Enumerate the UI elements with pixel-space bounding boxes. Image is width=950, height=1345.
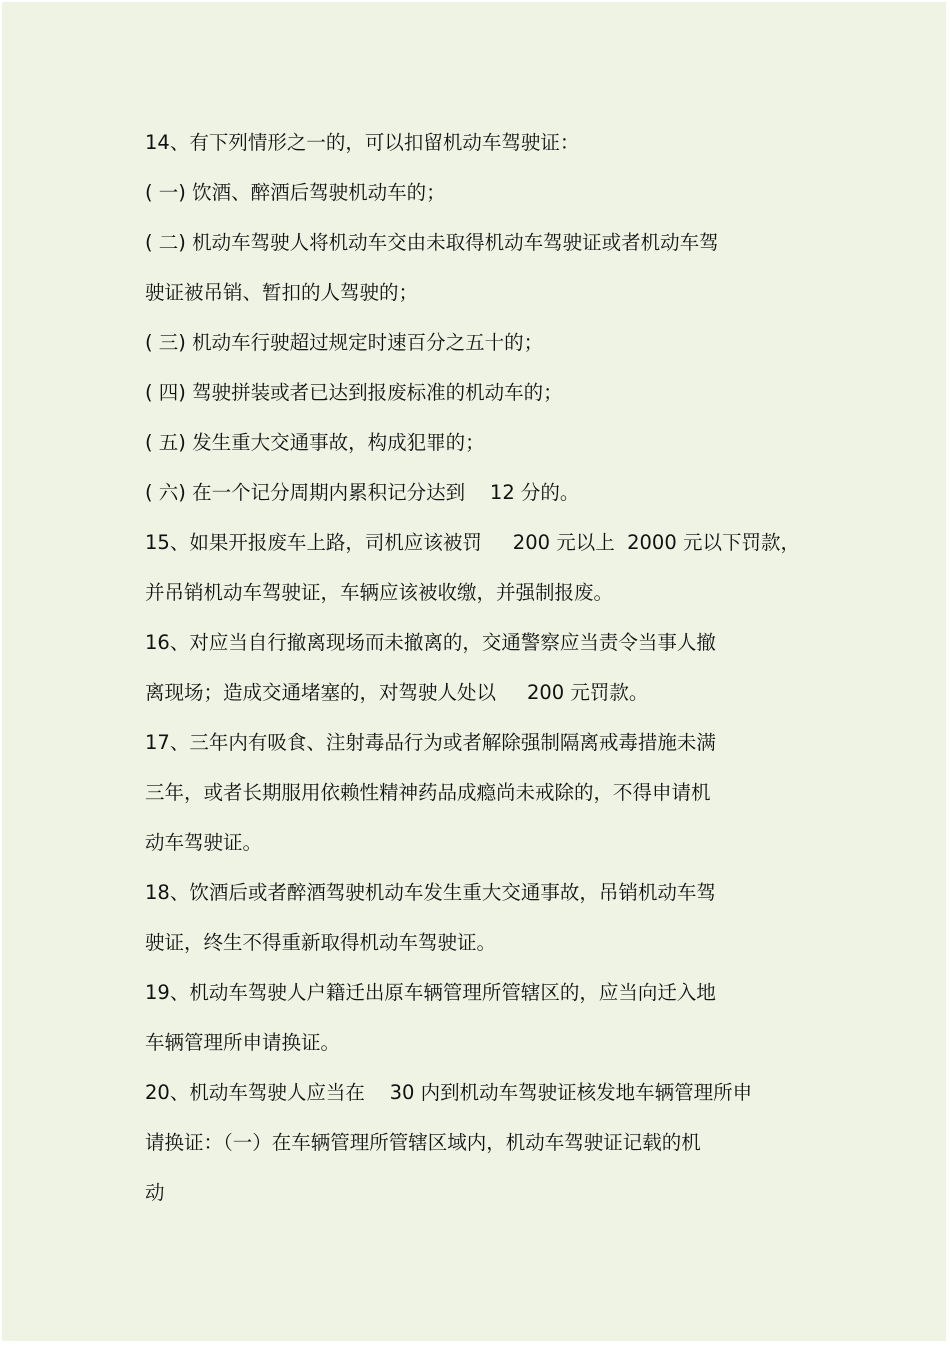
text-line: 17、三年内有吸食、注射毒品行为或者解除强制隔离戒毒措施未满 xyxy=(145,731,716,754)
text-line: 20、机动车驾驶人应当在 30 内到机动车驾驶证核发地车辆管理所申 xyxy=(145,1081,753,1104)
text-line: 16、对应当自行撤离现场而未撤离的，交通警察应当责令当事人撤 xyxy=(145,631,716,654)
text-line: 请换证：（一）在车辆管理所管辖区域内，机动车驾驶证记载的机 xyxy=(145,1131,701,1154)
text-line: 驶证，终生不得重新取得机动车驾驶证。 xyxy=(145,931,497,954)
text-line: 驶证被吊销、暂扣的人驾驶的； xyxy=(145,281,419,304)
document-page xyxy=(2,2,946,1341)
text-line: 动 xyxy=(145,1181,165,1204)
text-line: ( 四) 驾驶拼装或者已达到报废标准的机动车的； xyxy=(145,381,563,404)
text-line: 车辆管理所申请换证。 xyxy=(145,1031,341,1054)
text-line: ( 三) 机动车行驶超过规定时速百分之五十的； xyxy=(145,331,544,354)
text-line: 15、如果开报废车上路，司机应该被罚 200 元以上 2000 元以下罚款， xyxy=(145,531,800,554)
text-line: ( 六) 在一个记分周期内累积记分达到 12 分的。 xyxy=(145,481,580,504)
text-line: ( 五) 发生重大交通事故，构成犯罪的； xyxy=(145,431,485,454)
text-line: 三年，或者长期服用依赖性精神药品成瘾尚未戒除的，不得申请机 xyxy=(145,781,711,804)
text-line: ( 一) 饮酒、醉酒后驾驶机动车的； xyxy=(145,181,446,204)
text-line: 离现场；造成交通堵塞的，对驾驶人处以 200 元罚款。 xyxy=(145,681,649,704)
text-line: 动车驾驶证。 xyxy=(145,831,263,854)
text-line: 18、饮酒后或者醉酒驾驶机动车发生重大交通事故，吊销机动车驾 xyxy=(145,881,716,904)
text-line: 并吊销机动车驾驶证，车辆应该被收缴，并强制报废。 xyxy=(145,581,614,604)
text-line: 14、有下列情形之一的，可以扣留机动车驾驶证： xyxy=(145,131,580,154)
document-body xyxy=(145,127,845,1227)
text-line: 19、机动车驾驶人户籍迁出原车辆管理所管辖区的，应当向迁入地 xyxy=(145,981,716,1004)
text-line: ( 二) 机动车驾驶人将机动车交由未取得机动车驾驶证或者机动车驾 xyxy=(145,231,719,254)
